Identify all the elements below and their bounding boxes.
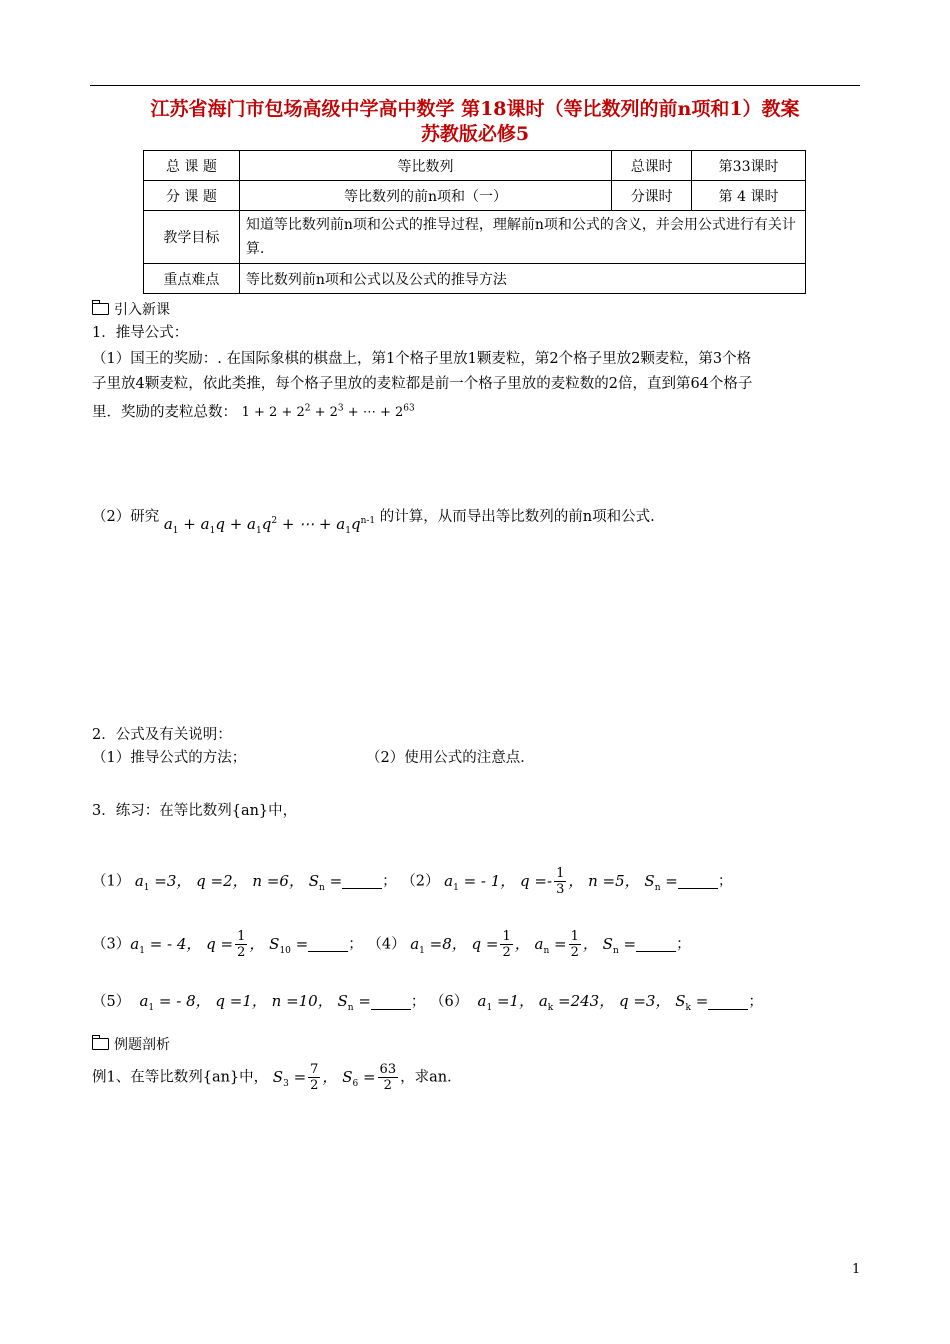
table-label: 分 课 题 — [144, 181, 240, 211]
section-heading: 例题剖析 — [92, 1034, 170, 1054]
table-value: 等比数列的前n项和（一） — [239, 181, 611, 211]
table-label: 总 课 题 — [144, 151, 240, 181]
table-row — [144, 151, 806, 181]
item-heading: 1．推导公式： — [92, 325, 189, 341]
exercise-line: $(3)a_1$ = - 4， q = $\frac{1}{2}$ ， $S_{10}$ = ； （4） $a_1 =8$， q = $\frac{1}{2}$ ， $a_n$ = $\frac{1}{2}$ ， $S_n$ = ； — [92, 929, 691, 960]
table-value: 等比数列 — [239, 151, 611, 181]
table-key: 总课时 — [612, 151, 692, 181]
paragraph-line: 里．奖励的麦粒总数： $1 + 2 + 2^2 + 2^3$ + ⋯ + $2^{63}$ — [92, 404, 415, 421]
table-label: 教学目标 — [144, 211, 240, 264]
table-row — [144, 181, 806, 211]
table-label: 重点难点 — [144, 264, 240, 294]
item-heading: 3．练习：在等比数列{an}中， — [92, 803, 298, 819]
page-number: 1 — [852, 1262, 861, 1277]
paragraph-line: （1）推导公式的方法； — [92, 750, 247, 766]
table-key: 分课时 — [612, 181, 692, 211]
page-subtitle: 苏教版必修5 — [420, 123, 530, 145]
item-heading: 2．公式及有关说明： — [92, 727, 232, 743]
table-val: 第 4 课时 — [692, 181, 806, 211]
table-value: 等比数列前n项和公式以及公式的推导方法 — [239, 264, 805, 294]
page-title: 江苏省海门市包场高级中学高中数学 第18课时（等比数列的前n项和1）教案 — [150, 98, 800, 120]
sum-formula: $1 + 2 + 2^2 + 2^3$ + ⋯ + $2^{63}$ — [241, 404, 415, 421]
table-val: 第33课时 — [692, 151, 806, 181]
series-formula: $a_1 + a_1q + a_1q^2$ + ⋯ + $a_1q^{n-1}$ — [163, 515, 376, 536]
table-row — [144, 211, 806, 264]
exercise-line: （5） $a_1$ = - 8， q =1， n =10， $S_n$ = ； （6） $a_1 =1$， $a_k =243$， q =3， $S_k$ = ； — [92, 992, 763, 1013]
paragraph-line: （2）使用公式的注意点． — [366, 750, 535, 766]
table-value: 知道等比数列前n项和公式的推导过程，理解前n项和公式的含义，并会用公式进行有关计算. — [239, 211, 805, 264]
lesson-info-table — [143, 150, 806, 294]
folder-icon — [92, 1038, 109, 1050]
exercise-line: （1） $a_1 =3$， q =2， n =6， $S_n$ = ； （2） $a_1$ = - 1， q =- $\frac{1}{3}$ ， n =5， $S_n$ = ； — [92, 866, 733, 897]
example-line: 例1、在等比数列{an}中， $S_3$ = $\frac{7}{2}$ ， $S_6$ = $\frac{63}{2}$ ，求an． — [92, 1062, 462, 1093]
paragraph-line: 子里放4颗麦粒，依此类推，每个格子里放的麦粒都是前一个格子里放的麦粒数的2倍，直到第64个格子 — [92, 376, 753, 392]
paragraph-line: （2）研究 $a_1 + a_1q + a_1q^2$ + ⋯ + $a_1q^{n-1}$ 的计算，从而导出等比数列的前n项和公式. — [92, 509, 655, 536]
top-rule — [90, 85, 860, 86]
folder-icon — [92, 303, 109, 315]
table-row — [144, 264, 806, 294]
paragraph-line: （1）国王的奖励：. 在国际象棋的棋盘上，第1个格子里放1颗麦粒，第2个格子里放2颗麦粒，第3个格 — [92, 351, 752, 367]
section-heading: 引入新课 — [92, 299, 170, 319]
